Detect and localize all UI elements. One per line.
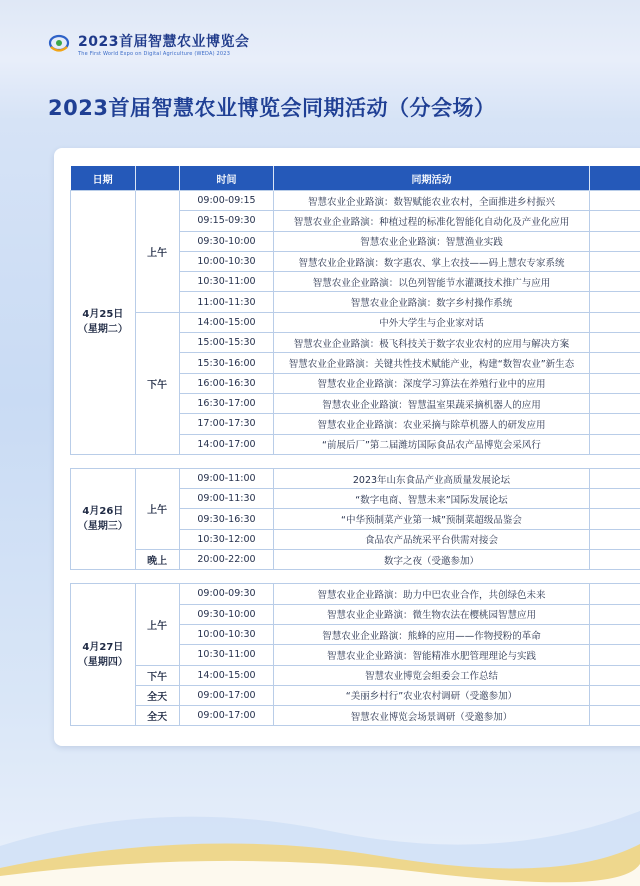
schedule-table <box>70 166 640 726</box>
header-activity: 同期活动 <box>274 166 589 191</box>
extra-cell <box>589 468 640 488</box>
extra-cell <box>589 312 640 332</box>
activity-cell: 智慧农业企业路演：种植过程的标准化智能化自动化及产业化应用 <box>274 211 589 231</box>
time-cell: 10:00-10:30 <box>179 251 274 271</box>
table-row <box>71 312 640 332</box>
brand-title: 2023首届智慧农业博览会 <box>78 34 250 50</box>
activity-cell: 智慧农业企业路演：以色列智能节水灌溉技术推广与应用 <box>274 272 589 292</box>
table-row <box>71 191 640 211</box>
time-cell: 09:00-17:00 <box>179 685 274 705</box>
decorative-wave <box>0 776 640 886</box>
time-cell: 09:00-09:30 <box>179 584 274 604</box>
date-label: 4月26日 <box>82 506 124 518</box>
extra-cell <box>589 584 640 604</box>
day-separator <box>71 570 640 584</box>
time-cell: 09:00-11:00 <box>179 468 274 488</box>
extra-cell <box>589 706 640 726</box>
table-header-row <box>71 166 640 191</box>
table-row <box>71 550 640 570</box>
activity-cell: 智慧农业企业路演：数字乡村操作系统 <box>274 292 589 312</box>
header-period <box>135 166 179 191</box>
schedule-body <box>71 191 640 726</box>
extra-cell <box>589 211 640 231</box>
time-cell: 09:30-10:00 <box>179 604 274 624</box>
time-cell: 10:30-11:00 <box>179 272 274 292</box>
period-cell: 上午 <box>135 584 179 665</box>
activity-cell: 智慧农业企业路演：微生物农法在樱桃园智慧应用 <box>274 604 589 624</box>
time-cell: 14:00-15:00 <box>179 312 274 332</box>
time-cell: 11:00-11:30 <box>179 292 274 312</box>
table-row <box>71 468 640 488</box>
weekday-label: （星期三） <box>77 521 128 533</box>
table-row <box>71 665 640 685</box>
extra-cell <box>589 550 640 570</box>
extra-cell <box>589 292 640 312</box>
activity-cell: 智慧农业企业路演：智慧渔业实践 <box>274 231 589 251</box>
activity-cell: 2023年山东食品产业高质量发展论坛 <box>274 468 589 488</box>
day-separator <box>71 454 640 468</box>
time-cell: 16:30-17:00 <box>179 393 274 413</box>
time-cell: 10:00-10:30 <box>179 624 274 644</box>
time-cell: 15:30-16:00 <box>179 353 274 373</box>
date-cell <box>71 191 136 455</box>
extra-cell <box>589 434 640 454</box>
extra-cell <box>589 231 640 251</box>
activity-cell: 智慧农业博览会组委会工作总结 <box>274 665 589 685</box>
page-header <box>0 0 640 80</box>
time-cell: 14:00-17:00 <box>179 434 274 454</box>
activity-cell: 智慧农业企业路演：熊蜂的应用——作物授粉的革命 <box>274 624 589 644</box>
activity-cell: 智慧农业企业路演：数字惠农、掌上农技——码上慧农专家系统 <box>274 251 589 271</box>
activity-cell: 智慧农业企业路演：智能精准水肥管理理论与实践 <box>274 645 589 665</box>
time-cell: 15:00-15:30 <box>179 333 274 353</box>
extra-cell <box>589 272 640 292</box>
period-cell: 下午 <box>135 312 179 454</box>
extra-cell <box>589 393 640 413</box>
activity-cell: 智慧农业企业路演：关键共性技术赋能产业，构建“数智农业”新生态 <box>274 353 589 373</box>
page-title: 2023首届智慧农业博览会同期活动（分会场） <box>48 96 496 120</box>
activity-cell: “前展后厂”第二届潍坊国际食品农产品博览会采风行 <box>274 434 589 454</box>
time-cell: 20:00-22:00 <box>179 550 274 570</box>
extra-cell <box>589 489 640 509</box>
time-cell: 17:00-17:30 <box>179 414 274 434</box>
table-row <box>71 685 640 705</box>
table-row <box>71 584 640 604</box>
period-cell: 上午 <box>135 468 179 549</box>
time-cell: 09:30-16:30 <box>179 509 274 529</box>
extra-cell <box>589 353 640 373</box>
brand-subtitle: The First World Expo on Digital Agriculture (WEDA) 2023 <box>78 51 231 57</box>
period-cell: 全天 <box>135 685 179 705</box>
activity-cell: 智慧农业企业路演：助力中巴农业合作，共创绿色未来 <box>274 584 589 604</box>
extra-cell <box>589 333 640 353</box>
extra-cell <box>589 414 640 434</box>
period-cell: 全天 <box>135 706 179 726</box>
date-cell <box>71 584 136 726</box>
activity-cell: “数字电商、智慧未来”国际发展论坛 <box>274 489 589 509</box>
header-time: 时间 <box>179 166 274 191</box>
time-cell: 09:00-09:15 <box>179 191 274 211</box>
activity-cell: 中外大学生与企业家对话 <box>274 312 589 332</box>
period-cell: 下午 <box>135 665 179 685</box>
extra-cell <box>589 251 640 271</box>
expo-logo-icon <box>48 34 70 54</box>
time-cell: 09:00-11:30 <box>179 489 274 509</box>
header-extra <box>589 166 640 191</box>
activity-cell: “美丽乡村行”农业农村调研（受邀参加） <box>274 685 589 705</box>
time-cell: 16:00-16:30 <box>179 373 274 393</box>
activity-cell: 智慧农业企业路演：农业采摘与除草机器人的研发应用 <box>274 414 589 434</box>
activity-cell: 智慧农业博览会场景调研（受邀参加） <box>274 706 589 726</box>
date-label: 4月25日 <box>82 309 124 321</box>
time-cell: 10:30-11:00 <box>179 645 274 665</box>
time-cell: 09:30-10:00 <box>179 231 274 251</box>
extra-cell <box>589 604 640 624</box>
weekday-label: （星期四） <box>77 656 128 668</box>
activity-cell: 食品农产品统采平台供需对接会 <box>274 529 589 549</box>
activity-cell: 智慧农业企业路演：数智赋能农业农村，全面推进乡村振兴 <box>274 191 589 211</box>
header-date: 日期 <box>71 166 136 191</box>
activity-cell: 智慧农业企业路演：深度学习算法在养殖行业中的应用 <box>274 373 589 393</box>
extra-cell <box>589 645 640 665</box>
activity-cell: “中华预制菜产业第一城”预制菜超级品鉴会 <box>274 509 589 529</box>
extra-cell <box>589 665 640 685</box>
date-cell <box>71 468 136 569</box>
time-cell: 09:15-09:30 <box>179 211 274 231</box>
extra-cell <box>589 529 640 549</box>
weekday-label: （星期二） <box>77 324 128 336</box>
time-cell: 10:30-12:00 <box>179 529 274 549</box>
period-cell: 上午 <box>135 191 179 313</box>
extra-cell <box>589 509 640 529</box>
activity-cell: 数字之夜（受邀参加） <box>274 550 589 570</box>
activity-cell: 智慧农业企业路演：智慧温室果蔬采摘机器人的应用 <box>274 393 589 413</box>
time-cell: 14:00-15:00 <box>179 665 274 685</box>
period-cell: 晚上 <box>135 550 179 570</box>
extra-cell <box>589 685 640 705</box>
table-row <box>71 706 640 726</box>
extra-cell <box>589 373 640 393</box>
schedule-card <box>54 148 640 746</box>
date-label: 4月27日 <box>82 641 124 653</box>
extra-cell <box>589 191 640 211</box>
activity-cell: 智慧农业企业路演：极飞科技关于数字农业农村的应用与解决方案 <box>274 333 589 353</box>
extra-cell <box>589 624 640 644</box>
time-cell: 09:00-17:00 <box>179 706 274 726</box>
